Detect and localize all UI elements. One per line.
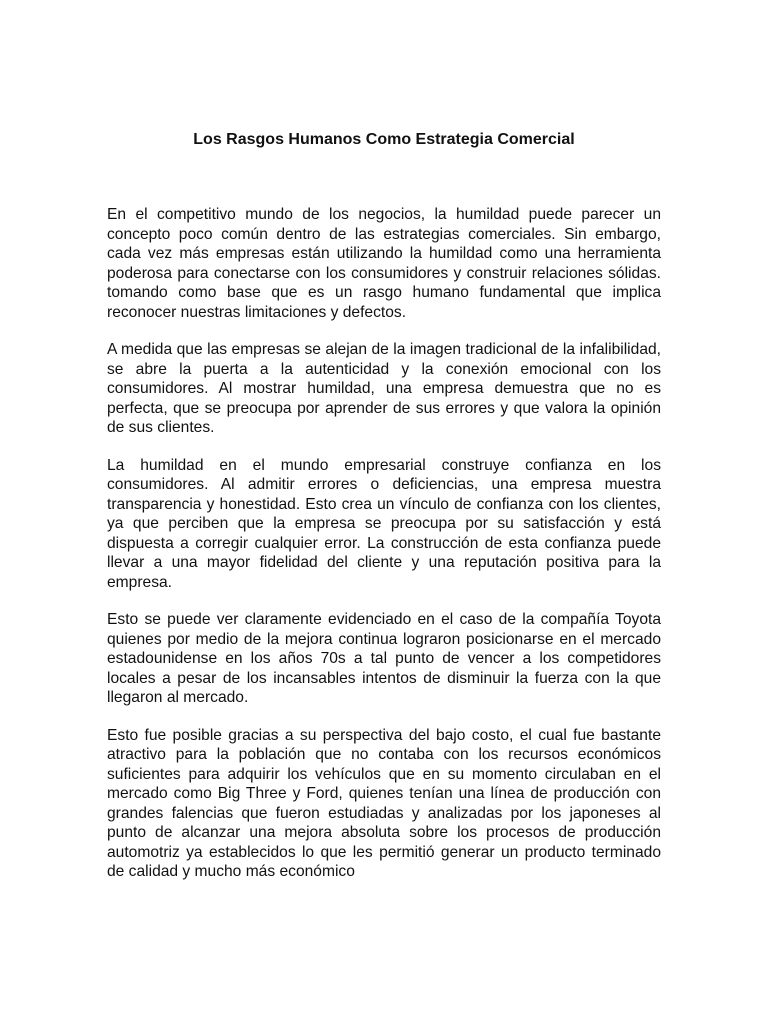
document-title: Los Rasgos Humanos Como Estrategia Comercial	[193, 131, 575, 148]
paragraph: A medida que las empresas se alejan de la imagen tradicional de la infalibilidad, se abre la puerta a la autenticidad y la conexión emocional con los consumidores. Al mostrar humildad, una empresa demuestra que no es perfecta, que se preocupa por aprender de sus errores y que valora la opinión de sus clientes.	[107, 341, 661, 436]
document-body	[107, 205, 661, 900]
paragraph: En el competitivo mundo de los negocios, la humildad puede parecer un concepto poco común dentro de las estrategias comerciales. Sin embargo, cada vez más empresas están utilizando la humildad como una herramienta poderosa para conectarse con los consumidores y construir relaciones sólidas. tomando como base que es un rasgo humano fundamental que implica reconocer nuestras limitaciones y defectos.	[107, 206, 661, 321]
paragraph: La humildad en el mundo empresarial construye confianza en los consumidores. Al admitir errores o deficiencias, una empresa muestra transparencia y honestidad. Esto crea un vínculo de confianza con los clientes, ya que perciben que la empresa se preocupa por su satisfacción y está dispuesta a corregir cualquier error. La construcción de esta confianza puede llevar a una mayor fidelidad del cliente y una reputación positiva para la empresa.	[107, 456, 661, 591]
paragraph: Esto fue posible gracias a su perspectiva del bajo costo, el cual fue bastante atractivo para la población que no contaba con los recursos económicos suficientes para adquirir los vehículos que en su momento circulaban en el mercado como Big Three y Ford, quienes tenían una línea de producción con grandes falencias que fueron estudiadas y analizadas por los japoneses al punto de alcanzar una mejora absoluta sobre los procesos de producción automotriz ya establecidos lo que les permitió generar un producto terminado de calidad y mucho más económico	[107, 726, 661, 880]
paragraph: Esto se puede ver claramente evidenciado en el caso de la compañía Toyota quienes por medio de la mejora continua lograron posicionarse en el mercado estadounidense en los años 70s a tal punto de vencer a los competidores locales a pesar de los incansables intentos de disminuir la fuerza con la que llegaron al mercado.	[107, 611, 661, 706]
